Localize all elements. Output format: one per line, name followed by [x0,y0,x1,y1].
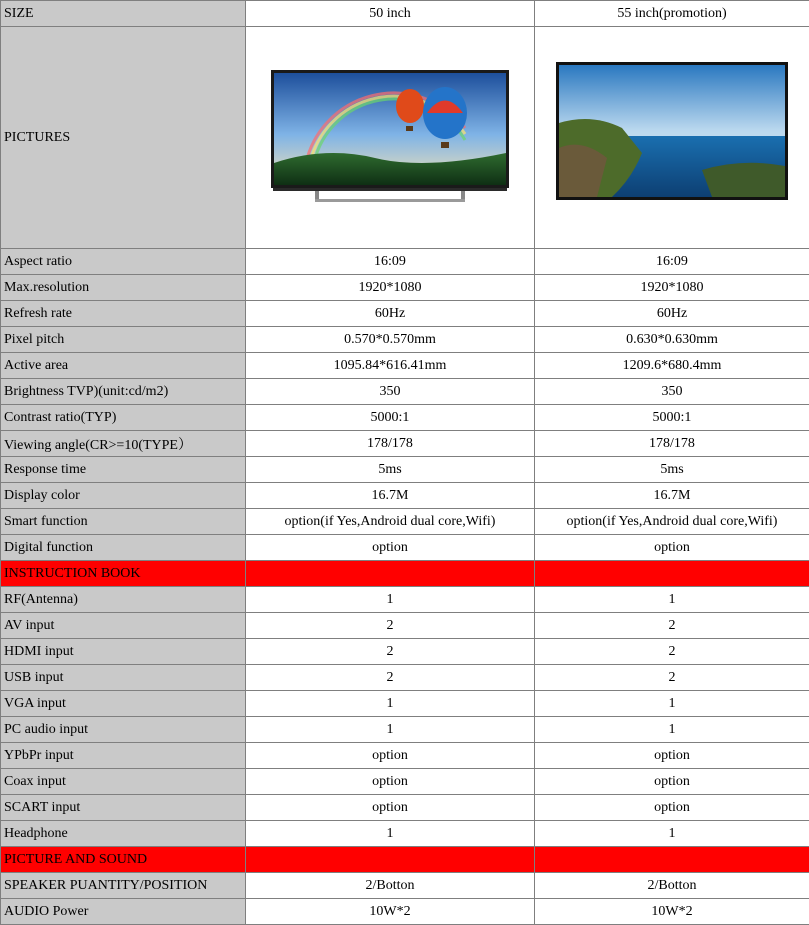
spec-row-scart-input [1,795,809,821]
spec-value-50: 5000:1 [246,405,535,431]
spec-label: Display color [1,483,246,509]
tv-50-picture [246,27,535,249]
spec-label: AV input [1,613,246,639]
spec-row-headphone [1,821,809,847]
spec-value-50: 1095.84*616.41mm [246,353,535,379]
spec-value-55: 10W*2 [535,899,809,925]
spec-value-50: option(if Yes,Android dual core,Wifi) [246,509,535,535]
spec-value-55: 1 [535,717,809,743]
spec-value-50: 2 [246,639,535,665]
tv-55-picture [535,27,809,249]
spec-value-55: option(if Yes,Android dual core,Wifi) [535,509,809,535]
spec-row-rf-antenna [1,587,809,613]
spec-value-50: 1920*1080 [246,275,535,301]
section-title: PICTURE AND SOUND [1,847,246,873]
section-empty-cell [246,561,535,587]
spec-row-max-resolution [1,275,809,301]
spec-label: SPEAKER PUANTITY/POSITION [1,873,246,899]
spec-value-50: 2 [246,665,535,691]
spec-value-50: option [246,769,535,795]
tv-55-image [552,58,792,218]
spec-value-55: option [535,795,809,821]
spec-value-55: option [535,535,809,561]
spec-label: Max.resolution [1,275,246,301]
spec-value-55: 1209.6*680.4mm [535,353,809,379]
spec-label: Refresh rate [1,301,246,327]
spec-value-55: 5000:1 [535,405,809,431]
spec-value-50: option [246,743,535,769]
pictures-label: PICTURES [1,27,246,249]
spec-label: SCART input [1,795,246,821]
spec-value-55: option [535,743,809,769]
spec-value-55: 2 [535,639,809,665]
spec-value-50: 350 [246,379,535,405]
spec-value-50: 10W*2 [246,899,535,925]
spec-row-ypbpr-input [1,743,809,769]
spec-value-55: 1920*1080 [535,275,809,301]
spec-value-55: 2 [535,665,809,691]
section-empty-cell [246,847,535,873]
spec-value-55: 5ms [535,457,809,483]
spec-row-av-input [1,613,809,639]
spec-value-55: 1 [535,587,809,613]
spec-label: RF(Antenna) [1,587,246,613]
spec-value-55: 2 [535,613,809,639]
spec-label: Active area [1,353,246,379]
spec-value-55: 0.630*0.630mm [535,327,809,353]
spec-label: USB input [1,665,246,691]
size-label: SIZE [1,1,246,27]
spec-row-smart-function [1,509,809,535]
spec-row-response-time [1,457,809,483]
spec-label: Digital function [1,535,246,561]
spec-label: YPbPr input [1,743,246,769]
spec-value-55: 1 [535,691,809,717]
spec-row-aspect-ratio [1,249,809,275]
spec-label: Headphone [1,821,246,847]
section-header-picture-and-sound [1,847,809,873]
spec-row-vga-input [1,691,809,717]
spec-label: HDMI input [1,639,246,665]
spec-value-50: 60Hz [246,301,535,327]
spec-row-active-area [1,353,809,379]
spec-row-digital-function [1,535,809,561]
spec-row-usb-input [1,665,809,691]
spec-value-55: 60Hz [535,301,809,327]
spec-label: VGA input [1,691,246,717]
spec-value-50: 2/Botton [246,873,535,899]
spec-row-contrast-ratio-typ [1,405,809,431]
section-empty-cell [535,561,809,587]
col-55-inch: 55 inch(promotion) [535,1,809,27]
spec-value-50: 0.570*0.570mm [246,327,535,353]
tv-50-image [265,68,515,208]
spec-row-pixel-pitch [1,327,809,353]
spec-label: AUDIO Power [1,899,246,925]
spec-label: Brightness TVP)(unit:cd/m2) [1,379,246,405]
spec-value-50: 1 [246,717,535,743]
spec-label: Response time [1,457,246,483]
spec-row-brightness-tvp-unit-cd-m2 [1,379,809,405]
section-title: INSTRUCTION BOOK [1,561,246,587]
spec-label: PC audio input [1,717,246,743]
spec-value-50: 5ms [246,457,535,483]
spec-value-50: option [246,535,535,561]
section-header-instruction-book [1,561,809,587]
spec-row-coax-input [1,769,809,795]
spec-value-55: 16.7M [535,483,809,509]
spec-row-display-color [1,483,809,509]
spec-row-hdmi-input [1,639,809,665]
spec-label: Smart function [1,509,246,535]
spec-value-50: 2 [246,613,535,639]
spec-value-50: 178/178 [246,431,535,457]
spec-value-55: 2/Botton [535,873,809,899]
spec-value-50: option [246,795,535,821]
spec-value-50: 1 [246,587,535,613]
spec-label: Pixel pitch [1,327,246,353]
spec-label: Contrast ratio(TYP) [1,405,246,431]
spec-label: Aspect ratio [1,249,246,275]
spec-row-speaker-puantity-position [1,873,809,899]
spec-value-55: option [535,769,809,795]
spec-value-50: 16:09 [246,249,535,275]
spec-row-viewing-angle-cr-10-type [1,431,809,457]
spec-value-55: 1 [535,821,809,847]
spec-label: Coax input [1,769,246,795]
spec-row-pc-audio-input [1,717,809,743]
spec-value-55: 16:09 [535,249,809,275]
spec-value-55: 178/178 [535,431,809,457]
section-empty-cell [535,847,809,873]
spec-value-55: 350 [535,379,809,405]
spec-value-50: 1 [246,691,535,717]
spec-value-50: 16.7M [246,483,535,509]
spec-row-refresh-rate [1,301,809,327]
header-row [1,1,809,27]
spec-label: Viewing angle(CR>=10(TYPE） [1,431,246,457]
spec-row-audio-power [1,899,809,925]
spec-value-50: 1 [246,821,535,847]
pictures-row [1,27,809,249]
col-50-inch: 50 inch [246,1,535,27]
